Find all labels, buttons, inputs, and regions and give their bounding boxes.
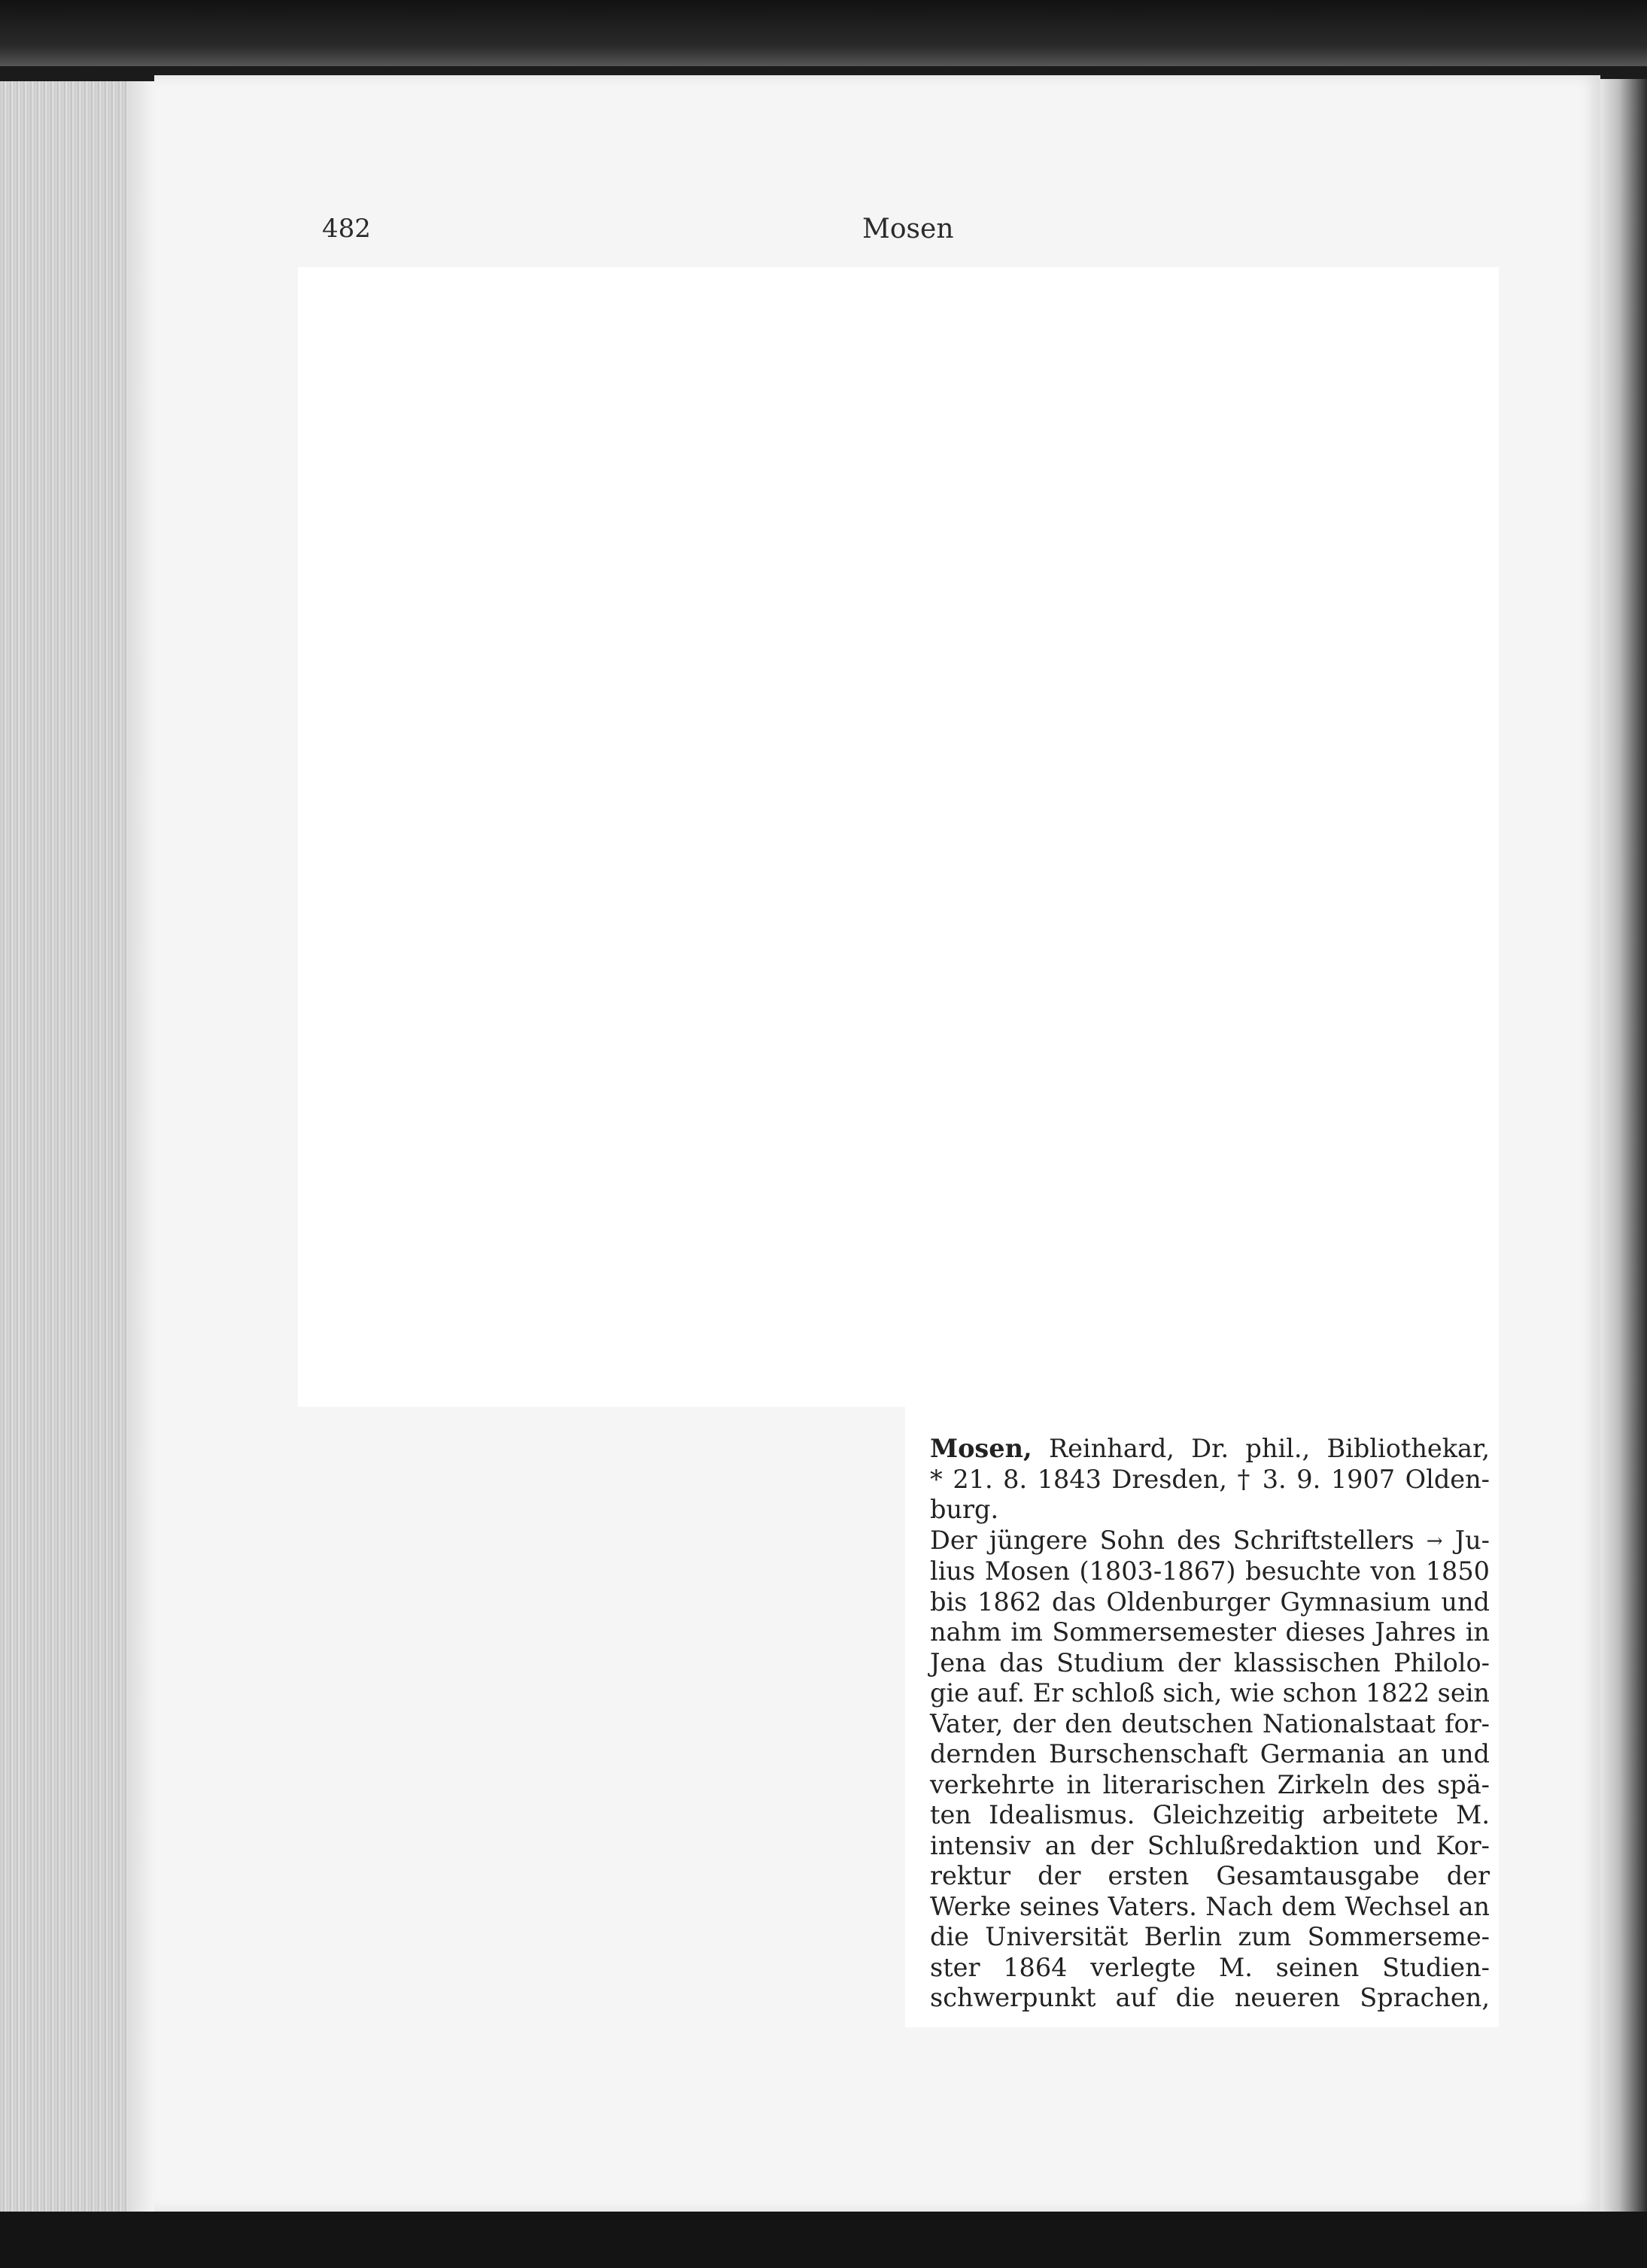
entry-line-text: Reinhard, Dr. phil., Bibliothekar, — [1032, 1434, 1490, 1463]
scanner-top-edge — [0, 0, 1647, 66]
page-number: 482 — [322, 214, 371, 244]
entry-line: Vater, der den deutschen Nationalstaat for- — [930, 1708, 1490, 1738]
entry-line: dernden Burschenschaft Germania an und — [930, 1739, 1490, 1769]
entry-line: rektur der ersten Gesamtausgabe der — [930, 1861, 1490, 1890]
entry-line: ster 1864 verlegte M. seinen Studien- — [930, 1952, 1490, 1982]
entry-line: lius Mosen (1803-1867) besuchte von 1850 — [930, 1556, 1490, 1586]
entry-line: Werke seines Vaters. Nach dem Wechsel an — [930, 1891, 1490, 1921]
biography-entry — [930, 1434, 1490, 2014]
entry-line — [930, 1526, 1490, 1557]
page-stack-edge — [0, 81, 156, 2212]
entry-line: die Universität Berlin zum Sommerseme- — [930, 1922, 1490, 1951]
entry-line: intensiv an der Schlußredaktion und Kor- — [930, 1830, 1490, 1860]
page-gutter-shadow — [1600, 79, 1647, 2212]
entry-line — [930, 1434, 1490, 1465]
entry-line: ten Idealismus. Gleichzeitig arbeitete M. — [930, 1800, 1490, 1829]
entry-line: verkehrte in literarischen Zirkeln des spä- — [930, 1769, 1490, 1799]
entry-line-text: Ju- — [1442, 1525, 1491, 1555]
entry-line: burg. — [930, 1495, 999, 1524]
blank-image-area — [298, 267, 1499, 1407]
running-head: Mosen — [862, 214, 954, 244]
entry-line: bis 1862 das Oldenburger Gymnasium und — [930, 1586, 1490, 1617]
entry-line: schwerpunkt auf die neueren Sprachen, — [930, 1983, 1490, 2012]
entry-line: Jena das Studium der klassischen Philolo- — [930, 1647, 1490, 1677]
entry-line: nahm im Sommersemester dieses Jahres in — [930, 1617, 1490, 1647]
cross-reference-arrow-icon: → — [1426, 1529, 1443, 1553]
entry-line: * 21. 8. 1843 Dresden, † 3. 9. 1907 Olden- — [930, 1464, 1490, 1494]
entry-line: gie auf. Er schloß sich, wie schon 1822 sein — [930, 1678, 1490, 1708]
entry-line-text: Der jüngere Sohn des Schriftstellers — [930, 1525, 1415, 1555]
scanner-bottom-edge — [0, 2212, 1647, 2268]
entry-name: Mosen, — [930, 1434, 1032, 1463]
